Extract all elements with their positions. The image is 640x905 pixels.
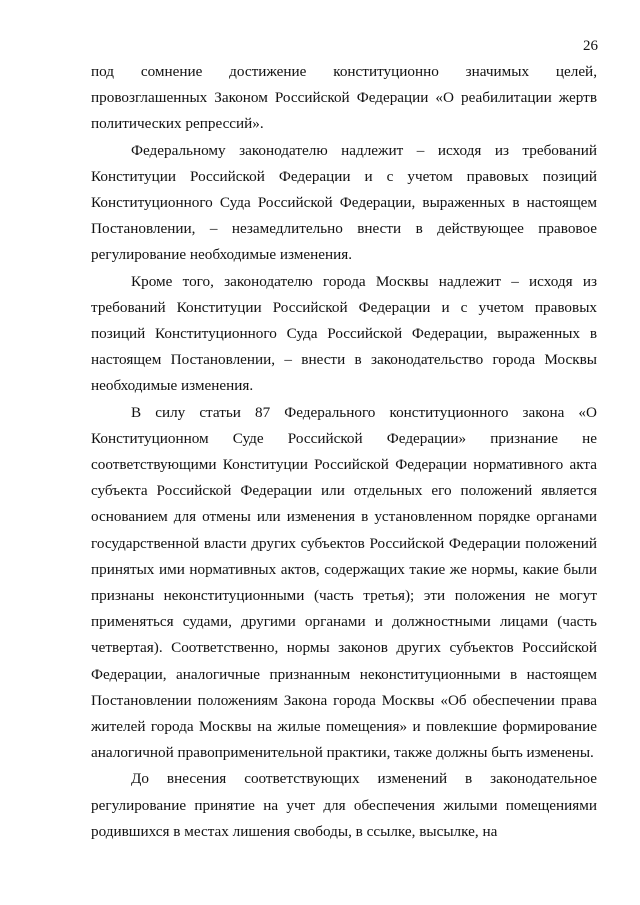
paragraph-5: До внесения соответствующих изменений в законодательное регулирование принятие на учет для обеспечения жилыми помещениями родившихся в местах лишения свободы, в ссылке, высылке, на xyxy=(91,770,597,840)
page-number: 26 xyxy=(583,38,598,54)
body-text xyxy=(91,59,597,845)
paragraph-1: под сомнение достижение конституционно значимых целей, провозглашенных Законом Российской Федерации «О реабилитации жертв политических репрессий». xyxy=(91,63,597,133)
paragraph-3: Кроме того, законодателю города Москвы надлежит – исходя из требований Конституции Российской Федерации и с учетом правовых позиций Конституционного Суда Российской Федерации, выраженных в настоящем Постановлении, – внести в законодательство города Москвы необходимые изменения. xyxy=(91,272,597,395)
paragraph-2: Федеральному законодателю надлежит – исходя из требований Конституции Российской Федерации и с учетом правовых позиций Конституционного Суда Российской Федерации, выраженных в настоящем Постановлении, – незамедлительно внести в действующее правовое регулирование необходимые изменения. xyxy=(91,141,597,264)
paragraph-4: В силу статьи 87 Федерального конституционного закона «О Конституционном Суде Российской Федерации» признание не соответствующими Конституции Российской Федерации нормативного акта субъекта Российской Федерации или отдельных его положений является основанием для отмены или изменения в установленном порядке органами государственной власти других субъектов Российской Федерации положений принятых ими нормативных актов, содержащих такие же нормы, какие были признаны неконституционными (часть третья); эти положения не могут применяться судами, другими органами и должностными лицами (часть четвертая). Соответственно, нормы законов других субъектов Российской Федерации, аналогичные признанным неконституционными в настоящем Постановлении положениям Закона города Москвы «Об обеспечении права жителей города Москвы на жилые помещения» и повлекшие формирование аналогичной правоприменительной практики, также должны быть изменены. xyxy=(91,403,597,762)
